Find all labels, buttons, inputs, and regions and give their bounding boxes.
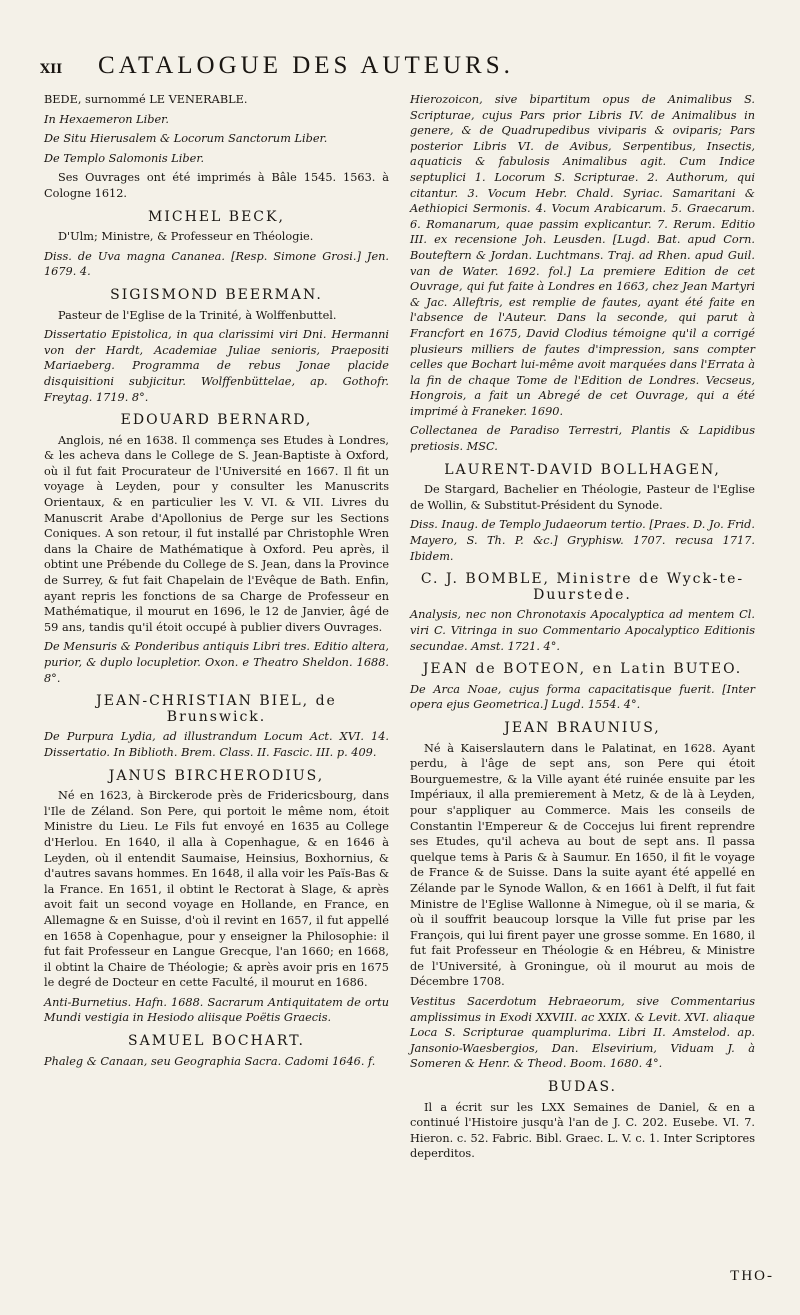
entry-heading: MICHEL BECK, bbox=[148, 208, 285, 225]
work-title: De Arca Noae, cujus forma capacitatisque fuerit. [Inter opera ejus Geometrica.] Lugd. 1554. 4°. bbox=[410, 682, 755, 712]
work-title: De Purpura Lydia, ad illustrandum Locum Act. XVI. 14. Dissertatio. In Biblioth. Brem. Class. II. Fascic. III. p. 409. bbox=[44, 730, 389, 759]
right-column bbox=[410, 92, 755, 1166]
left-column bbox=[44, 92, 389, 1073]
work-title: Dissertatio Epistolica, in qua clarissimi viri Dni. Hermanni von der Hardt, Academiae Juliae senioris, Praepositi Mariaeberg. Programma de rebus Jonae placide disquisitioni subjicitur. Wolffenbüttelae, ap. Gothofr. Freytag. 1719. 8°. bbox=[44, 328, 389, 404]
work-title: Collectanea de Paradiso Terrestri, Plantis & Lapidibus pretiosis. MSC. bbox=[410, 424, 755, 454]
work-title: Anti-Burnetius. Hafn. 1688. Sacrarum Antiquitatem de ortu Mundi vestigia in Hesiodo aliisque Poëtis Graecis. bbox=[44, 995, 389, 1025]
entry-biography: Né à Kaiserslautern dans le Palatinat, en 1628. Ayant perdu, à l'âge de sept ans, son Pere qui étoit Bourguemestre, & la Ville ayant été ruinée ensuite par les Impériaux, il alla premierement à Metz, & de là à Leyden, pour s'appliquer au Commerce. Mais les conseils de Constantin l'Empereur & de Coccejus lui firent reprendre ses Etudes, qu'il acheva au bout de sept ans. Il passa quelque tems à Paris & à Saumur. En 1650, il fit le voyage de France & de Suisse. Dans la suite ayant été appellé en Zélande par le Synode Wallon, & en 1661 à Delft, il fut fait Ministre de l'Eglise Wallonne à Nimegue, où il se maria, & où il souffrit beaucoup lorsque la Ville fut prise par les François, qui lui firent payer une grosse somme. En 1680, il fut fait Professeur en Théologie & en Hébreu, & Ministre de l'Université, à Groningue, où il mourut au mois de Décembre 1708. bbox=[410, 741, 755, 989]
entry-heading: JEAN BRAUNIUS, bbox=[504, 719, 661, 736]
entry-description: De Stargard, Bachelier en Théologie, Pasteur de l'Eglise de Wollin, & Substitut-Président du Synode. bbox=[410, 483, 755, 512]
work-title: Phaleg & Canaan, seu Geographia Sacra. Cadomi 1646. f. bbox=[44, 1054, 376, 1068]
entry-heading: LAURENT-DAVID BOLLHAGEN, bbox=[444, 461, 721, 478]
entry-heading: SAMUEL BOCHART. bbox=[128, 1033, 305, 1050]
running-title: CATALOGUE DES AUTEURS. bbox=[98, 52, 514, 79]
entry-heading: EDOUARD BERNARD, bbox=[120, 412, 313, 429]
entry-heading: JANUS BIRCHERODIUS, bbox=[108, 767, 325, 784]
work-title: De Situ Hierusalem & Locorum Sanctorum Liber. bbox=[44, 132, 328, 146]
entry-biography: Anglois, né en 1638. Il commença ses Etudes à Londres, & les acheva dans le College de S. Jean-Baptiste à Oxford, où il fut fait Procurateur de l'Université en 1667. Il fit un voyage à Leyden, pour y consulter les Manuscrits Orientaux, & en particulier les V. VI. & VII. Livres du Manuscrit Arabe d'Apollonius de Perge sur les Sections Coniques. A son retour, il fut installé par Christophle Wren dans la Chaire de Mathématique à Oxford. Peu après, il obtint une Prébende du College de S. Jean, dans la Province de Surrey, & fut fait Chapelain de l'Evêque de Bath. Enfin, ayant repris les fonctions de sa Charge de Professeur en Mathématique, il mourut en 1696, le 12 de Janvier, âgé de 59 ans, tandis qu'il étoit occupé à publier divers Ouvrages. bbox=[44, 433, 389, 634]
work-title: Hierozoicon, sive bipartitum opus de Animalibus S. Scripturae, cujus Pars prior Libris IV. de Animalibus in genere, & de Quadrupedibus viviparis & oviparis; Pars posterior Libris VI. de Avibus, Serpentibus, Insectis, aquaticis & fabulosis Animalibus agit. Cum Indice septuplici 1. Locorum S. Scripturae. 2. Authorum, qui citantur. 3. Vocum Hebr. Chald. Syriac. Samaritani & Aethiopici Sermonis. 4. Vocum Arabicarum. 5. Graecarum. 6. Romanarum, quae passim explicantur. 7. Rerum. Editio III. ex recensione Joh. Leusden. [Lugd. Bat. apud Corn. Bouteftern & Jordan. Luchtmans. Traj. ad Rhen. apud Guil. van de Water. 1692. fol.] La premiere Edition de cet Ouvrage, qui fut faite à Londres en 1663, chez Jean Martyri & Jac. Alleftris, est remplie de fautes, ayant été faite en l'absence de l'Auteur. Dans la seconde, qui parut à Francfort en 1675, David Clodius témoigne qu'il a corrigé plusieurs milliers de fautes d'impression, sans compter celles que Bochart lui-même avoit marquées dans l'Errata à la fin de chaque Tome de l'Edition de Londres. Vecseus, Hongrois, a fait un Abregé de cet Ouvrage, qui a été imprimé à Franeker. 1690. bbox=[410, 93, 755, 418]
entry-description: Il a écrit sur les LXX Semaines de Daniel, & en a continué l'Histoire jusqu'à l'an de J. C. 202. Eusebe. VI. 7. Hieron. c. 52. Fabric. Bibl. Graec. L. V. c. 1. Inter Scriptores deperditos. bbox=[410, 1100, 755, 1161]
work-title: De Templo Salomonis Liber. bbox=[44, 151, 205, 165]
page-number: XII bbox=[40, 62, 63, 77]
work-title: Analysis, nec non Chronotaxis Apocalyptica ad mentem Cl. viri C. Vitringa in suo Commentario Apocalyptico Editionis secundae. Amst. 1721. 4°. bbox=[410, 608, 755, 653]
entry-heading: C. J. BOMBLE, Ministre de Wyck-te-Duurstede. bbox=[420, 571, 745, 603]
work-title: Vestitus Sacerdotum Hebraeorum, sive Commentarius amplissimus in Exodi XXVIII. ac XXIX. & Levit. XVI. aliaque Loca S. Scripturae quamplurima. Libri II. Amstelod. ap. Jansonio-Waesbergios, Dan. Elsevirium, Viduam J. à Someren & Henr. & Theod. Boom. 1680. 4°. bbox=[410, 995, 755, 1071]
work-title: Diss. de Uva magna Cananea. [Resp. Simone Grosi.] Jen. 1679. 4. bbox=[44, 249, 389, 279]
entry-heading: JEAN-CHRISTIAN BIEL, de Brunswick. bbox=[96, 693, 337, 725]
catchword: THO- bbox=[730, 1268, 774, 1284]
entry-note: Ses Ouvrages ont été imprimés à Bâle 1545. 1563. à Cologne 1612. bbox=[44, 171, 389, 200]
entry-heading: BEDE, surnommé LE VENERABLE. bbox=[44, 93, 248, 106]
entry-heading: JEAN de BOTEON, en Latin BUTEO. bbox=[422, 661, 743, 678]
entry-description: D'Ulm; Ministre, & Professeur en Théologie. bbox=[58, 230, 314, 244]
work-title: De Mensuris & Ponderibus antiquis Libri tres. Editio altera, purior, & duplo locupletior. Oxon. e Theatro Sheldon. 1688. 8°. bbox=[44, 640, 389, 685]
entry-heading: SIGISMOND BEERMAN. bbox=[110, 286, 323, 303]
work-title: In Hexaemeron Liber. bbox=[44, 112, 169, 126]
entry-biography: Né en 1623, à Birckerode près de Fridericsbourg, dans l'Ile de Zéland. Son Pere, qui portoit le même nom, étoit Ministre du Lieu. Le Fils fut envoyé en 1635 au College d'Herlou. En 1640, il alla à Copenhague, & en 1646 à Leyden, où il entendit Saumaise, Heinsius, Boxhornius, & d'autres savans hommes. En 1648, il alla voir les Païs-Bas & la France. En 1651, il obtint le Rectorat à Slage, & après avoit fait un second voyage en Hollande, en France, en Allemagne & en Suisse, d'où il revint en 1657, il fut appellé en 1658 à Copenhague, pour y enseigner la Philosophie: il fut fait Professeur en Langue Grecque, l'an 1660; en 1668, il obtint la Chaire de Théologie; & après avoir pris en 1675 le degré de Docteur en cette Faculté, il mourut en 1686. bbox=[44, 789, 390, 990]
page-header bbox=[40, 52, 780, 86]
work-title: Diss. Inaug. de Templo Judaeorum tertio. [Praes. D. Jo. Frid. Mayero, S. Th. P. &c.] Gryphisw. 1707. recusa 1717. Ibidem. bbox=[410, 518, 755, 563]
entry-description: Pasteur de l'Eglise de la Trinité, à Wolffenbuttel. bbox=[58, 308, 337, 322]
entry-heading: BUDAS. bbox=[548, 1079, 617, 1096]
